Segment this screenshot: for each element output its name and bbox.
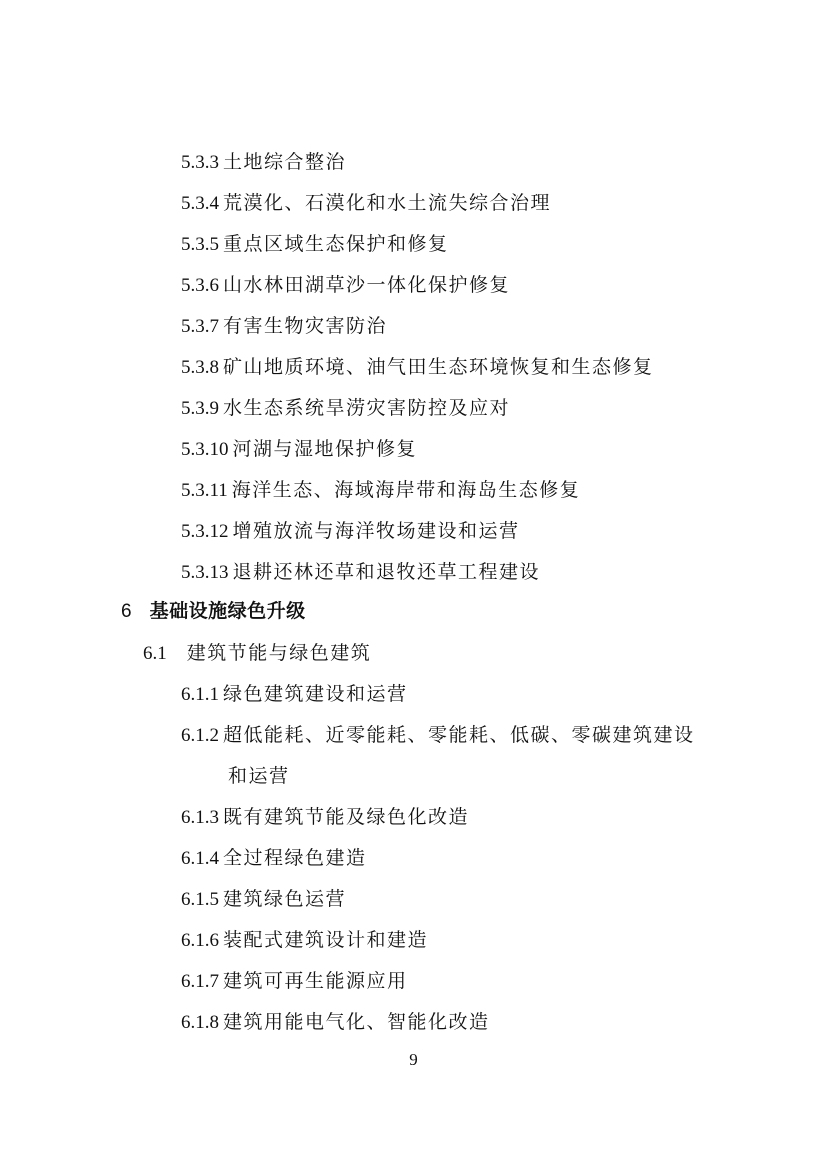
toc-entry-6-1-1: [181, 682, 408, 707]
entry-title: 重点区域生态保护和修复: [223, 233, 449, 255]
entry-number: 6.1.4: [181, 848, 219, 869]
toc-entry-5-3-7: [181, 314, 387, 339]
entry-number: 5.3.5: [181, 234, 219, 255]
toc-entry-5-3-11: [181, 478, 580, 503]
toc-entry-6-1-2-continuation: [228, 764, 290, 788]
toc-entry-5-3-5: [181, 232, 449, 257]
entry-title: 全过程绿色建造: [223, 847, 367, 869]
entry-number: 5.3.10: [181, 439, 229, 460]
toc-entry-6-1-2: [181, 723, 695, 748]
toc-entry-5-3-9: [181, 396, 510, 421]
entry-number: 5.3.3: [181, 152, 219, 173]
entry-title: 矿山地质环境、油气田生态环境恢复和生态修复: [223, 356, 654, 378]
entry-title: 退耕还林还草和退牧还草工程建设: [232, 561, 541, 583]
entry-number: 5.3.12: [181, 521, 229, 542]
toc-subsection-6-1: [143, 641, 371, 666]
toc-entry-6-1-3: [181, 805, 469, 830]
entry-number: 6.1.2: [181, 725, 219, 746]
section-title: 基础设施绿色升级: [149, 601, 306, 622]
entry-number: 5.3.7: [181, 316, 219, 337]
entry-number: 6.1.5: [181, 889, 219, 910]
entry-title: 装配式建筑设计和建造: [223, 929, 429, 951]
section-number: 6: [121, 601, 132, 622]
toc-entry-5-3-13: [181, 560, 540, 585]
entry-number: 6.1.7: [181, 971, 219, 992]
toc-entry-6-1-5: [181, 887, 346, 912]
subsection-number: 6.1: [143, 643, 167, 664]
toc-entry-5-3-4: [181, 191, 551, 216]
entry-number: 5.3.13: [181, 562, 229, 583]
toc-entry-5-3-12: [181, 519, 520, 544]
entry-title: 河湖与湿地保护修复: [232, 438, 418, 460]
toc-section-6: [121, 600, 306, 624]
subsection-title: 建筑节能与绿色建筑: [186, 642, 372, 664]
entry-number: 6.1.6: [181, 930, 219, 951]
entry-number: 6.1.8: [181, 1012, 219, 1033]
toc-entry-5-3-8: [181, 355, 654, 380]
entry-number: 5.3.4: [181, 193, 219, 214]
entry-number: 5.3.6: [181, 275, 219, 296]
toc-entry-5-3-6: [181, 273, 510, 298]
entry-number: 6.1.1: [181, 684, 219, 705]
entry-number: 5.3.8: [181, 357, 219, 378]
entry-title: 建筑用能电气化、智能化改造: [223, 1011, 490, 1033]
entry-title: 超低能耗、近零能耗、零能耗、低碳、零碳建筑建设: [223, 724, 695, 746]
entry-title-continuation: 和运营: [228, 765, 290, 787]
entry-number: 5.3.11: [181, 480, 228, 501]
entry-title: 建筑可再生能源应用: [223, 970, 408, 992]
entry-title: 土地综合整治: [223, 151, 347, 173]
entry-title: 海洋生态、海域海岸带和海岛生态修复: [231, 479, 581, 501]
toc-entry-6-1-7: [181, 969, 408, 994]
entry-title: 有害生物灾害防治: [223, 315, 388, 337]
entry-number: 6.1.3: [181, 807, 219, 828]
entry-title: 既有建筑节能及绿色化改造: [223, 806, 470, 828]
toc-entry-6-1-8: [181, 1010, 490, 1035]
toc-entry-6-1-6: [181, 928, 428, 953]
entry-title: 水生态系统旱涝灾害防控及应对: [223, 397, 511, 419]
page-number: 9: [409, 1050, 418, 1069]
entry-title: 荒漠化、石漠化和水土流失综合治理: [223, 192, 552, 214]
entry-title: 增殖放流与海洋牧场建设和运营: [232, 520, 520, 542]
entry-number: 5.3.9: [181, 398, 219, 419]
toc-entry-5-3-10: [181, 437, 417, 462]
entry-title: 建筑绿色运营: [223, 888, 347, 910]
entry-title: 山水林田湖草沙一体化保护修复: [223, 274, 511, 296]
toc-entry-6-1-4: [181, 846, 367, 871]
toc-entry-5-3-3: [181, 150, 346, 175]
entry-title: 绿色建筑建设和运营: [223, 683, 408, 705]
